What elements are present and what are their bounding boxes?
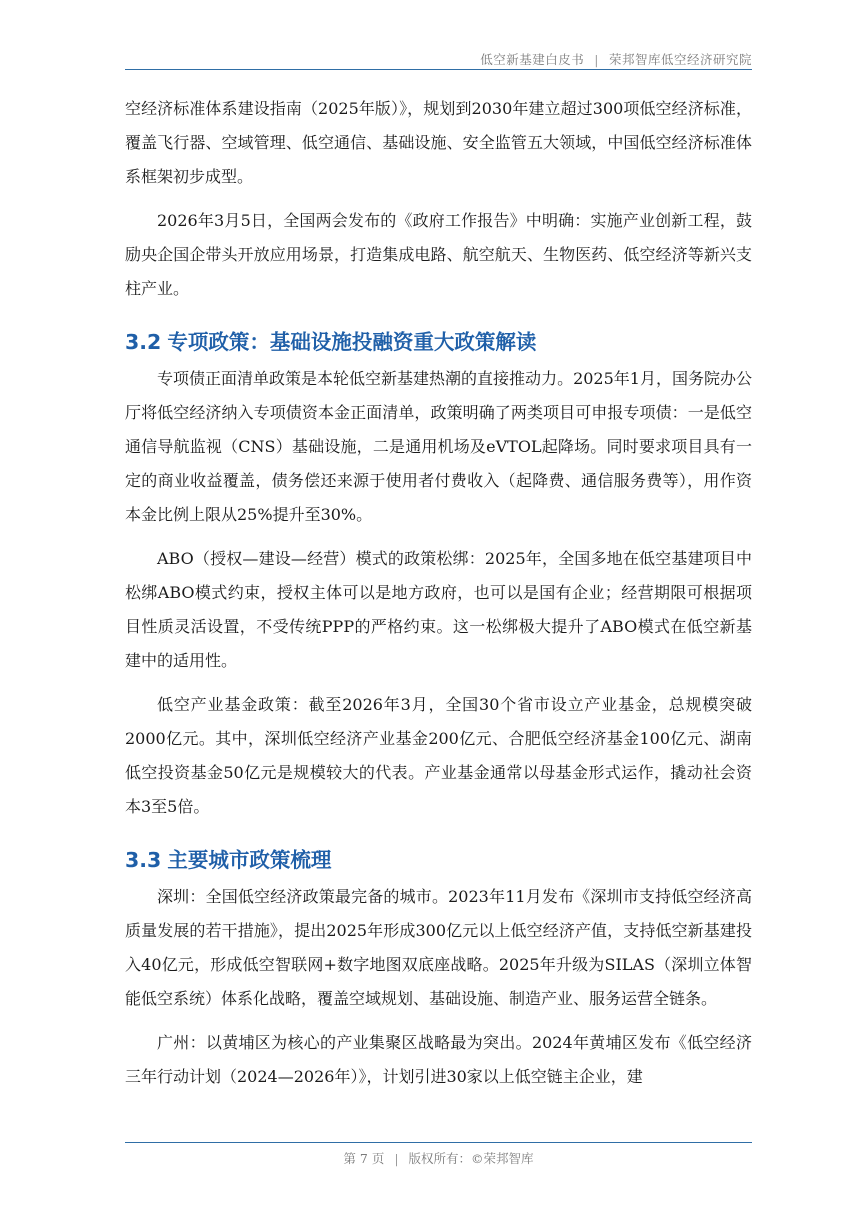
page-content — [125, 92, 752, 1104]
header-doc-title: 低空新基建白皮书 — [480, 52, 585, 67]
paragraph-industry-fund: 低空产业基金政策：截至2026年3月，全国30个省市设立产业基金，总规模突破2000亿元。其中，深圳低空经济产业基金200亿元、合肥低空经济基金100亿元、湖南低空投资基金50亿元是规模较大的代表。产业基金通常以母基金形式运作，撬动社会资本3至5倍。 — [125, 695, 752, 816]
paragraph-guangzhou: 广州：以黄埔区为核心的产业集聚区战略最为突出。2024年黄埔区发布《低空经济三年行动计划（2024—2026年）》，计划引进30家以上低空链主企业，建 — [125, 1033, 752, 1086]
paragraph-government-report: 2026年3月5日，全国两会发布的《政府工作报告》中明确：实施产业创新工程，鼓励央企国企带头开放应用场景，打造集成电路、航空航天、生物医药、低空经济等新兴支柱产业。 — [125, 211, 752, 298]
section-heading-3-3 — [125, 846, 752, 874]
section-heading-3-2 — [125, 328, 752, 356]
page-footer — [125, 1149, 752, 1167]
section-number: 3.2 — [125, 330, 162, 354]
section-number: 3.3 — [125, 848, 162, 872]
header-publisher: 荣邦智库低空经济研究院 — [608, 52, 752, 67]
footer-divider — [125, 1142, 752, 1143]
header-divider — [125, 69, 752, 70]
paragraph-special-bonds: 专项债正面清单政策是本轮低空新基建热潮的直接推动力。2025年1月，国务院办公厅将低空经济纳入专项债资本金正面清单，政策明确了两类项目可申报专项债：一是低空通信导航监视（CNS）基础设施，二是通用机场及eVTOL起降场。同时要求项目具有一定的商业收益覆盖，债务偿还来源于使用者付费收入（起降费、通信服务费等），用作资本金比例上限从25%提升至30%。 — [125, 369, 752, 524]
running-header — [125, 50, 752, 68]
paragraph-abo-model: ABO（授权—建设—经营）模式的政策松绑：2025年，全国多地在低空基建项目中松绑ABO模式约束，授权主体可以是地方政府，也可以是国有企业；经营期限可根据项目性质灵活设置，不受传统PPP的严格约束。这一松绑极大提升了ABO模式在低空新基建中的适用性。 — [125, 549, 752, 670]
page-number: 第 7 页 — [343, 1151, 385, 1166]
paragraph-shenzhen: 深圳：全国低空经济政策最完备的城市。2023年11月发布《深圳市支持低空经济高质量发展的若干措施》，提出2025年形成300亿元以上低空经济产值，支持低空新基建投入40亿元，形成低空智联网+数字地图双底座战略。2025年升级为SILAS（深圳立体智能低空系统）体系化战略，覆盖空域规划、基础设施、制造产业、服务运营全链条。 — [125, 887, 752, 1008]
paragraph-continued: 空经济标准体系建设指南（2025年版）》，规划到2030年建立超过300项低空经济标准，覆盖飞行器、空域管理、低空通信、基础设施、安全监管五大领域，中国低空经济标准体系框架初步成型。 — [125, 99, 752, 186]
section-title: 主要城市政策梳理 — [167, 848, 332, 872]
header-separator: | — [594, 52, 599, 67]
footer-separator: | — [394, 1151, 399, 1166]
section-title: 专项政策：基础设施投融资重大政策解读 — [167, 330, 537, 354]
copyright-notice: 版权所有：©荣邦智库 — [408, 1151, 534, 1166]
